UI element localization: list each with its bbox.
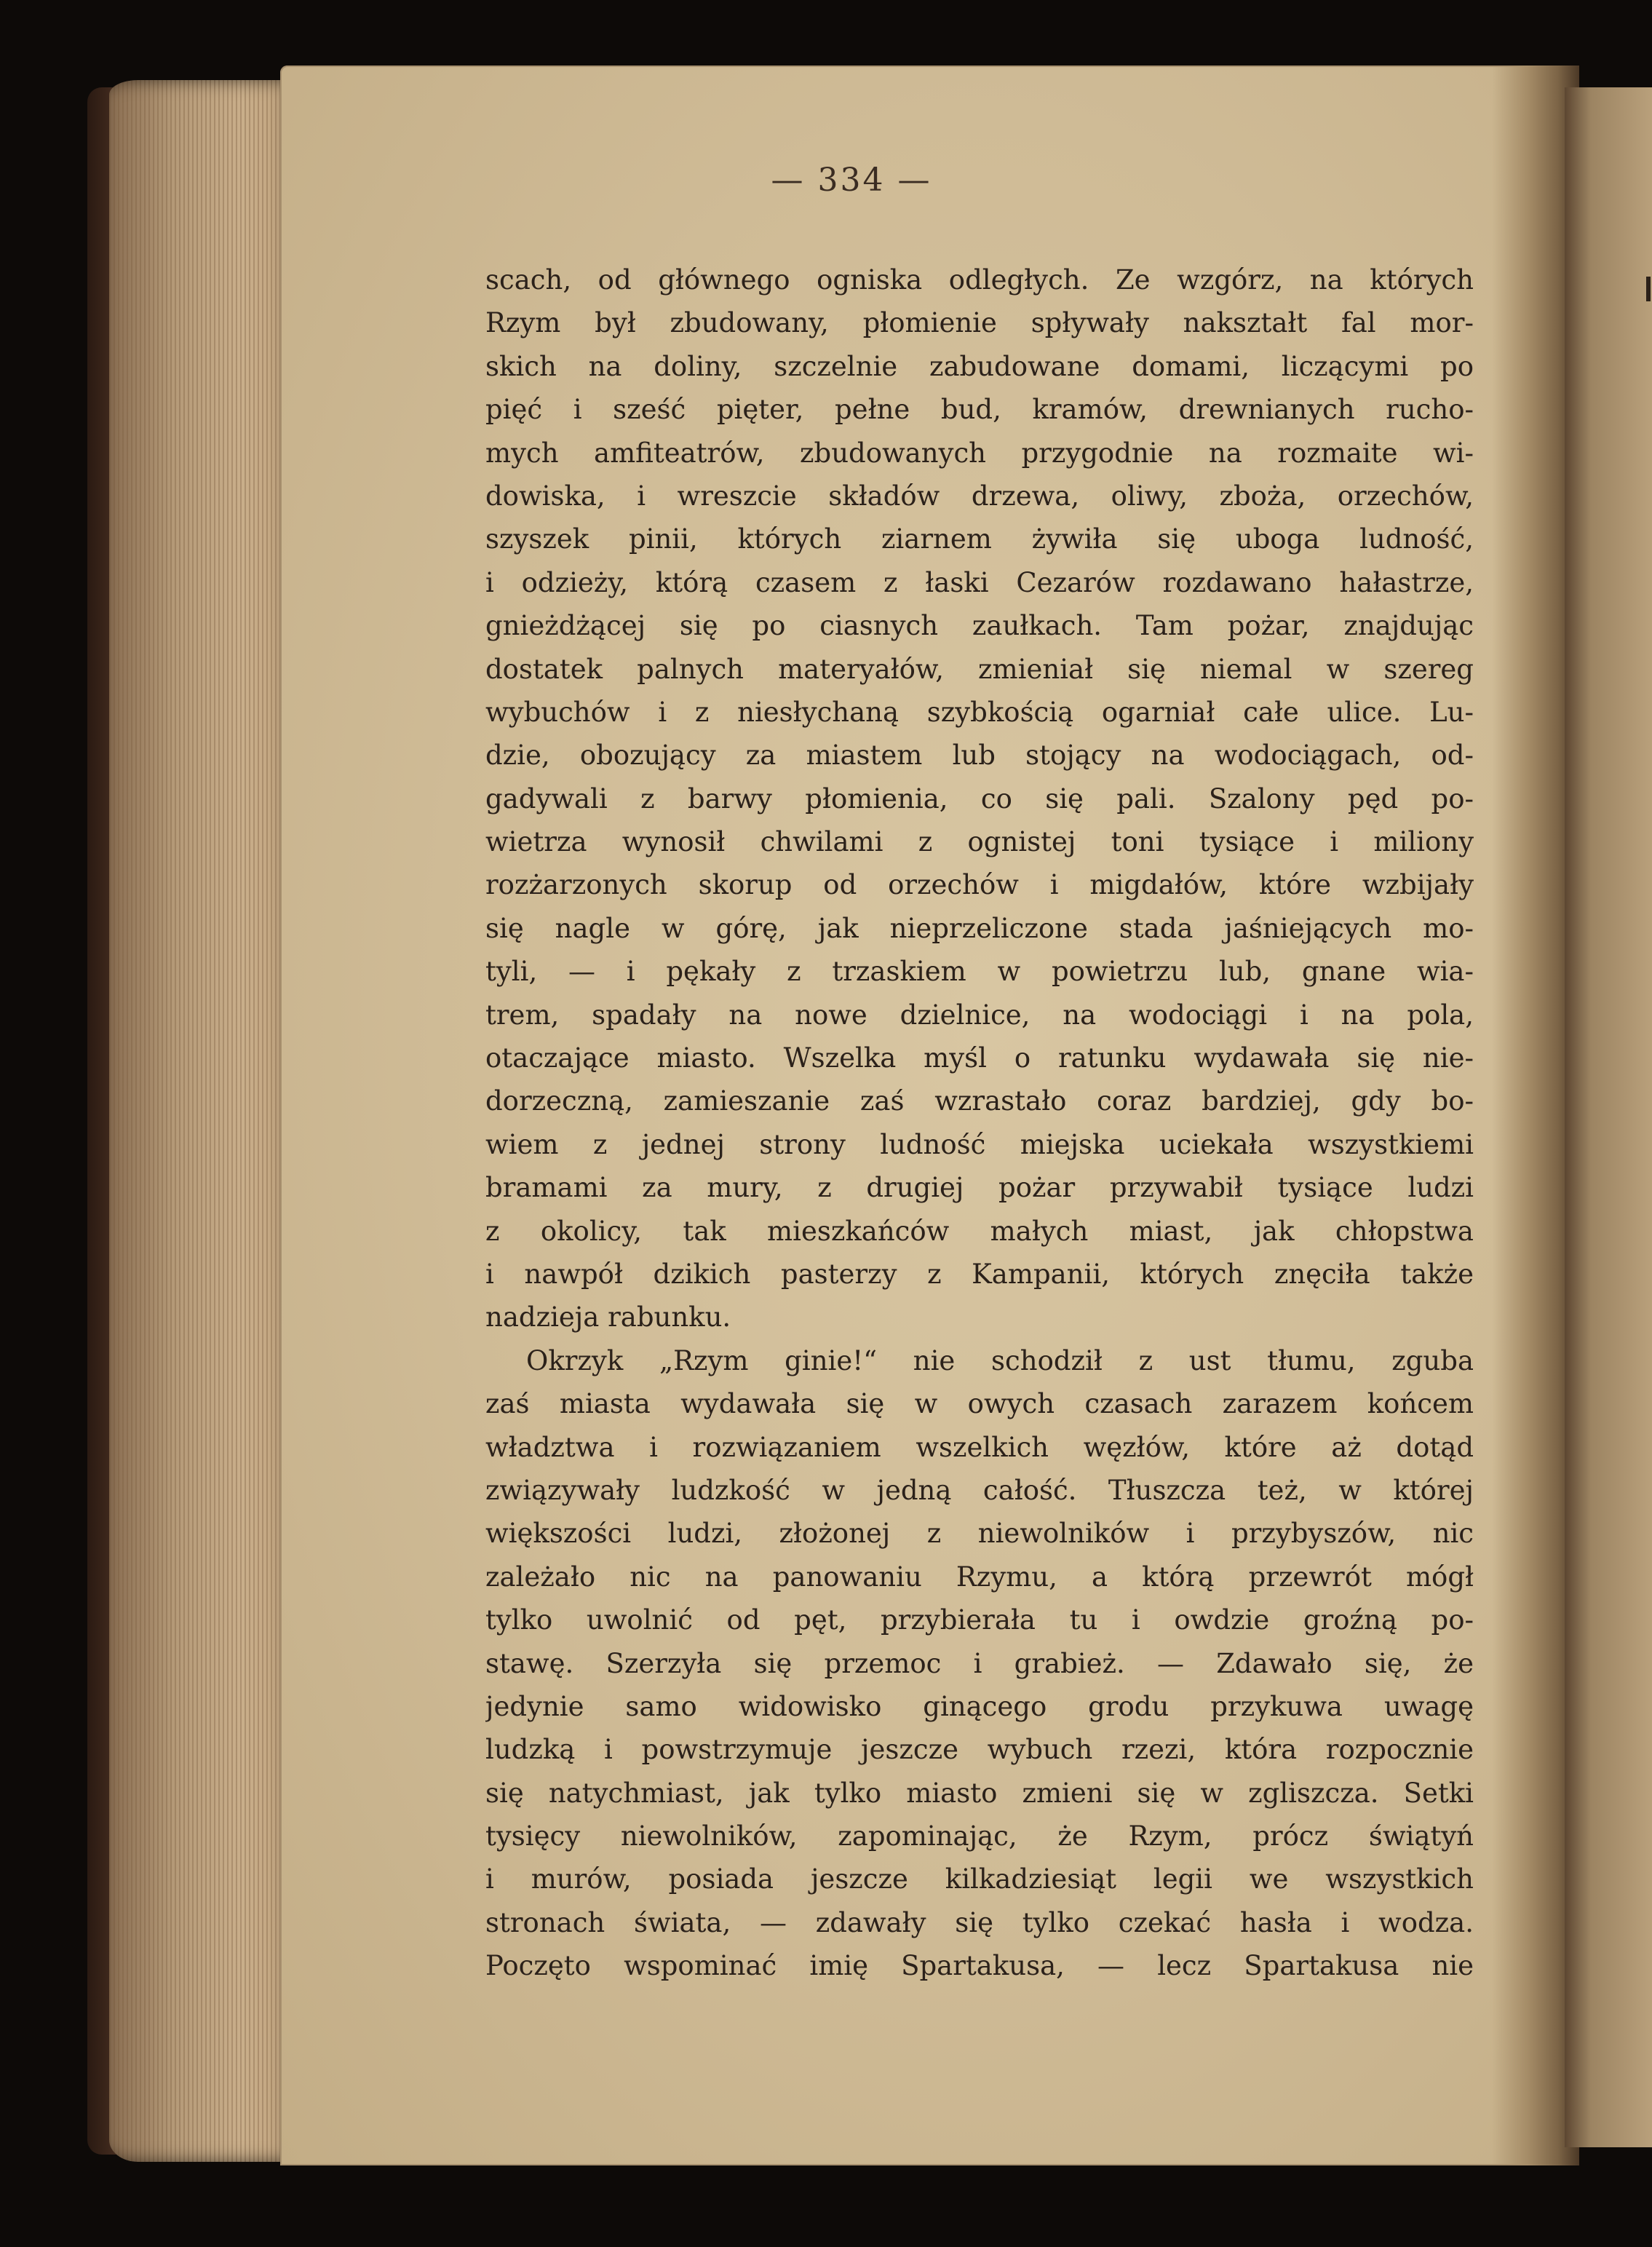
text-line: stronach świata, — zdawały się tylko czekać hasła i wodza.: [485, 1906, 1474, 1938]
text-line: gnieżdżącej się po ciasnych zaułkach. Tam pożar, znajdując: [485, 610, 1474, 642]
text-line: pięć i sześć pięter, pełne bud, kramów, drewnianych rucho-: [485, 394, 1474, 426]
text-line: większości ludzi, złożonej z niewolników i przybyszów, nic: [485, 1518, 1474, 1550]
text-line: gadywali z barwy płomienia, co się pali. Szalony pęd po-: [485, 782, 1474, 815]
text-line: nadzieja rabunku.: [485, 1301, 731, 1333]
text-line: i odzieży, którą czasem z łaski Cezarów rozdawano hałastrze,: [485, 566, 1474, 598]
text-line: szyszek pinii, których ziarnem żywiła się uboga ludność,: [485, 523, 1474, 555]
text-line: rozżarzonych skorup od orzechów i migdałów, które wzbijały: [485, 869, 1474, 901]
text-line: wiem z jednej strony ludność miejska uciekała wszystkiemi: [485, 1128, 1474, 1160]
text-line: dzie, obozujący za miastem lub stojący na wodociągach, od-: [485, 740, 1474, 772]
page-number: — 334 —: [771, 162, 932, 199]
text-line: otaczające miasto. Wszelka myśl o ratunku wydawała się nie-: [485, 1042, 1474, 1074]
facing-page-mark: [1646, 277, 1651, 301]
text-line: Okrzyk „Rzym ginie!“ nie schodził z ust tłumu, zguba: [526, 1344, 1474, 1376]
text-line: wybuchów i z niesłychaną szybkością ogarniał całe ulice. Lu-: [485, 696, 1474, 728]
text-line: się nagle w górę, jak nieprzeliczone stada jaśniejących mo-: [485, 912, 1474, 944]
body-text: [485, 258, 1474, 1988]
text-line: stawę. Szerzyła się przemoc i grabież. — Zdawało się, że: [485, 1647, 1474, 1679]
page-stack-edges: [109, 80, 298, 2162]
text-line: się natychmiast, jak tylko miasto zmieni się w zgliszcza. Setki: [485, 1777, 1474, 1809]
text-line: tysięcy niewolników, zapominając, że Rzym, prócz świątyń: [485, 1820, 1474, 1852]
text-line: scach, od głównego ogniska odległych. Ze wzgórz, na których: [485, 264, 1474, 296]
text-line: zależało nic na panowaniu Rzymu, a którą przewrót mógł: [485, 1561, 1474, 1593]
text-line: dorzeczną, zamieszanie zaś wzrastało coraz bardziej, gdy bo-: [485, 1085, 1474, 1117]
text-line: trem, spadały na nowe dzielnice, na wodociągi i na pola,: [485, 999, 1474, 1031]
text-line: wietrza wynosił chwilami z ognistej toni tysiące i miliony: [485, 826, 1474, 858]
text-line: zaś miasta wydawała się w owych czasach zarazem końcem: [485, 1388, 1474, 1420]
facing-page: [1565, 87, 1652, 2147]
text-line: władztwa i rozwiązaniem wszelkich węzłów, które aż dotąd: [485, 1431, 1474, 1463]
text-line: ludzką i powstrzymuje jeszcze wybuch rzezi, która rozpocznie: [485, 1734, 1474, 1766]
text-line: dowiska, i wreszcie składów drzewa, oliwy, zboża, orzechów,: [485, 480, 1474, 512]
text-line: i nawpół dzikich pasterzy z Kampanii, których znęciła także: [485, 1258, 1474, 1290]
text-line: i murów, posiada jeszcze kilkadziesiąt legii we wszystkich: [485, 1863, 1474, 1895]
text-line: tylko uwolnić od pęt, przybierała tu i owdzie groźną po-: [485, 1604, 1474, 1636]
text-line: z okolicy, tak mieszkańców małych miast, jak chłopstwa: [485, 1215, 1474, 1247]
text-line: dostatek palnych materyałów, zmieniał się niemal w szereg: [485, 653, 1474, 685]
text-line: mych amfiteatrów, zbudowanych przygodnie na rozmaite wi-: [485, 437, 1474, 469]
text-line: jedynie samo widowisko ginącego grodu przykuwa uwagę: [485, 1690, 1474, 1722]
text-line: związywały ludzkość w jedną całość. Tłuszcza też, w której: [485, 1474, 1474, 1506]
text-line: tyli, — i pękały z trzaskiem w powietrzu lub, gnane wia-: [485, 956, 1474, 988]
text-line: Poczęto wspominać imię Spartakusa, — lecz Spartakusa nie: [485, 1950, 1474, 1982]
text-line: bramami za mury, z drugiej pożar przywabił tysiące ludzi: [485, 1172, 1474, 1204]
text-line: Rzym był zbudowany, płomienie spływały nakształt fal mor-: [485, 307, 1474, 339]
text-line: skich na doliny, szczelnie zabudowane domami, liczącymi po: [485, 350, 1474, 382]
